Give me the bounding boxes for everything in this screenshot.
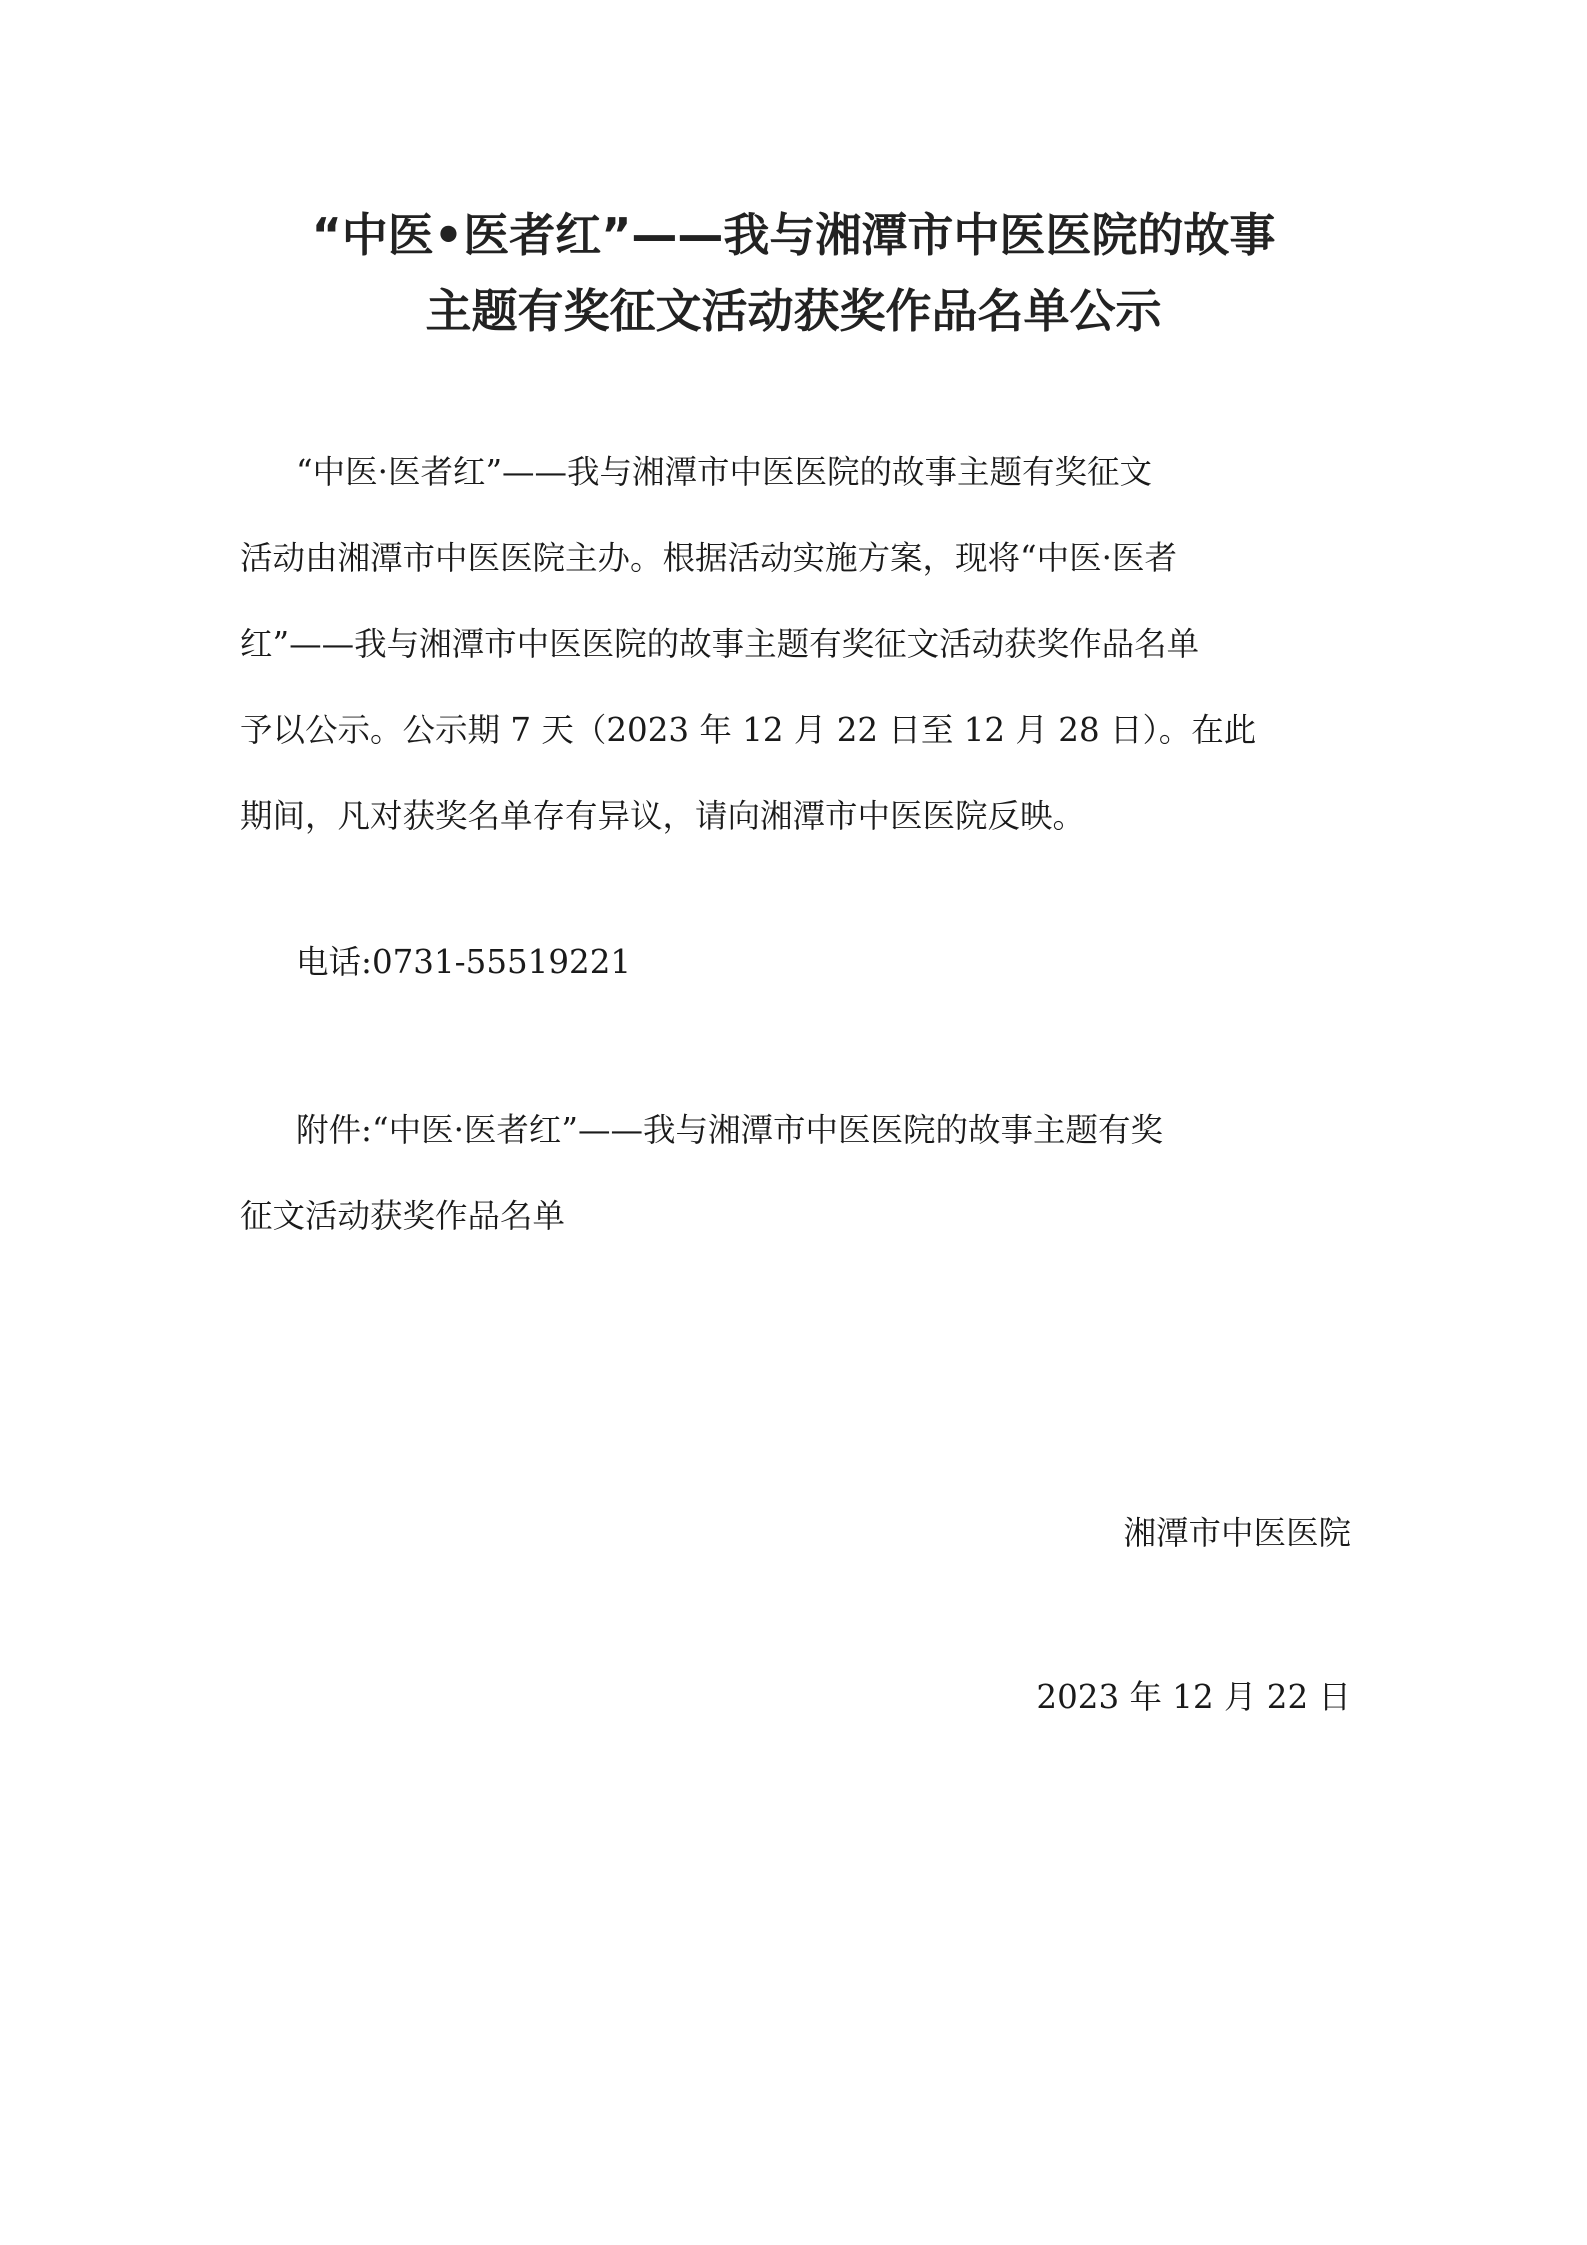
title-line-1: “中医•医者红”——我与湘潭市中医医院的故事: [311, 208, 1276, 262]
paragraph-line: 期间，凡对获奖名单存有异议，请向湘潭市中医医院反映。: [240, 797, 1086, 835]
title-line-2: 主题有奖征文活动获奖作品名单公示: [425, 284, 1162, 338]
signature-date: 2023 年 12 月 22 日: [1036, 1678, 1351, 1716]
attachment-line: 附件:“中医·医者红”——我与湘潭市中医医院的故事主题有奖: [296, 1111, 1164, 1149]
paragraph-line: “中医·医者红”——我与湘潭市中医医院的故事主题有奖征文: [296, 453, 1153, 491]
announcement-paragraph: [240, 429, 1356, 859]
signature-organization: 湘潭市中医医院: [1123, 1514, 1351, 1552]
attachment-paragraph: [240, 1087, 1356, 1259]
paragraph-line: 予以公示。公示期 7 天（2023 年 12 月 22 日至 12 月 28 日）。在此: [240, 711, 1257, 749]
phone-number: 电话:0731-55519221: [296, 943, 632, 981]
attachment-line: 征文活动获奖作品名单: [240, 1197, 566, 1235]
document-title: [170, 197, 1417, 349]
paragraph-line: 活动由湘潭市中医医院主办。根据活动实施方案，现将“中医·医者: [240, 539, 1177, 577]
paragraph-line: 红”——我与湘潭市中医医院的故事主题有奖征文活动获奖作品名单: [240, 625, 1200, 663]
phone-paragraph: [240, 919, 1356, 1005]
